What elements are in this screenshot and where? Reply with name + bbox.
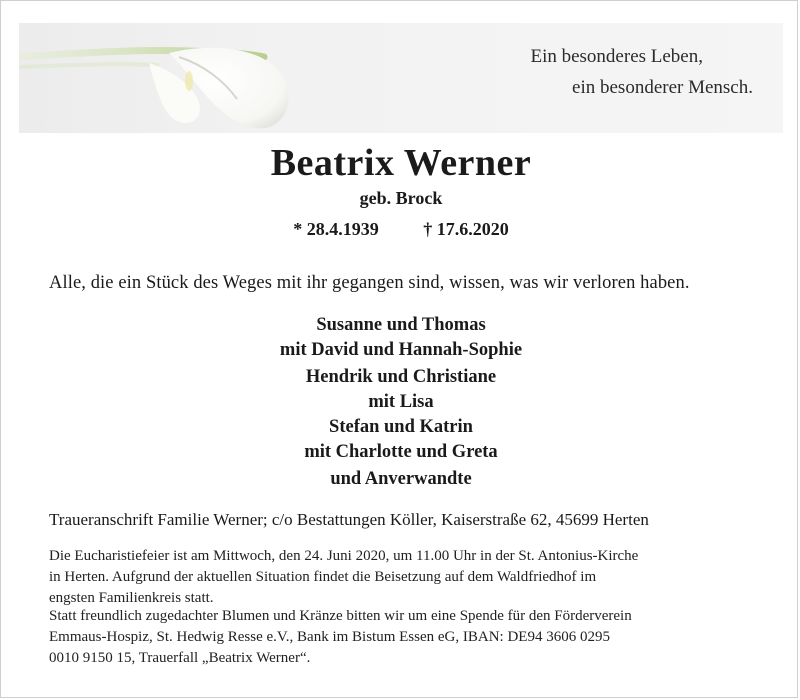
birth-name: geb. Brock bbox=[359, 188, 443, 208]
birth-date: * 28.4.1939 bbox=[293, 219, 379, 239]
motto-line-1: Ein besonderes Leben, bbox=[530, 46, 703, 67]
mourner-line: Stefan und Katrin bbox=[329, 417, 473, 437]
death-date: † 17.6.2020 bbox=[423, 219, 509, 239]
donation-line: Statt freundlich zugedachter Blumen und Kränze bitten wir um eine Spende für den Förderverein bbox=[49, 608, 632, 624]
donation-line: Emmaus-Hospiz, St. Hedwig Resse e.V., Bank im Bistum Essen eG, IBAN: DE94 3606 0295 bbox=[49, 629, 610, 645]
mourner-line: und Anverwandte bbox=[330, 469, 472, 489]
header-banner bbox=[19, 23, 783, 133]
mourner-line: Susanne und Thomas bbox=[316, 315, 486, 335]
service-details bbox=[49, 546, 769, 669]
donation-line: 0010 9150 15, Trauerfall „Beatrix Werner“. bbox=[49, 650, 311, 666]
deceased-name: Beatrix Werner bbox=[270, 142, 532, 184]
calla-lily-image bbox=[19, 23, 319, 133]
service-line: in Herten. Aufgrund der aktuellen Situation findet die Beisetzung auf dem Waldfriedhof im bbox=[49, 569, 597, 585]
mourner-line: mit Charlotte und Greta bbox=[304, 442, 498, 462]
memorial-quote: Alle, die ein Stück des Weges mit ihr gegangen sind, wissen, was wir verloren haben. bbox=[49, 273, 690, 293]
mourner-line: Hendrik und Christiane bbox=[305, 367, 497, 387]
life-dates bbox=[1, 219, 800, 240]
motto-line-2: ein besonderer Mensch. bbox=[572, 77, 753, 98]
service-line: engsten Familienkreis statt. bbox=[49, 590, 214, 606]
mourning-address: Traueranschrift Familie Werner; c/o Bestattungen Köller, Kaiserstraße 62, 45699 Herten bbox=[49, 510, 649, 529]
service-line: Die Eucharistiefeier ist am Mittwoch, den 24. Juni 2020, um 11.00 Uhr in der St. Antonius-Kirche bbox=[49, 548, 639, 564]
motto bbox=[530, 41, 753, 103]
mourner-line: mit David und Hannah-Sophie bbox=[279, 340, 523, 360]
mourners-list bbox=[1, 313, 800, 492]
mourner-line: mit Lisa bbox=[368, 392, 434, 412]
